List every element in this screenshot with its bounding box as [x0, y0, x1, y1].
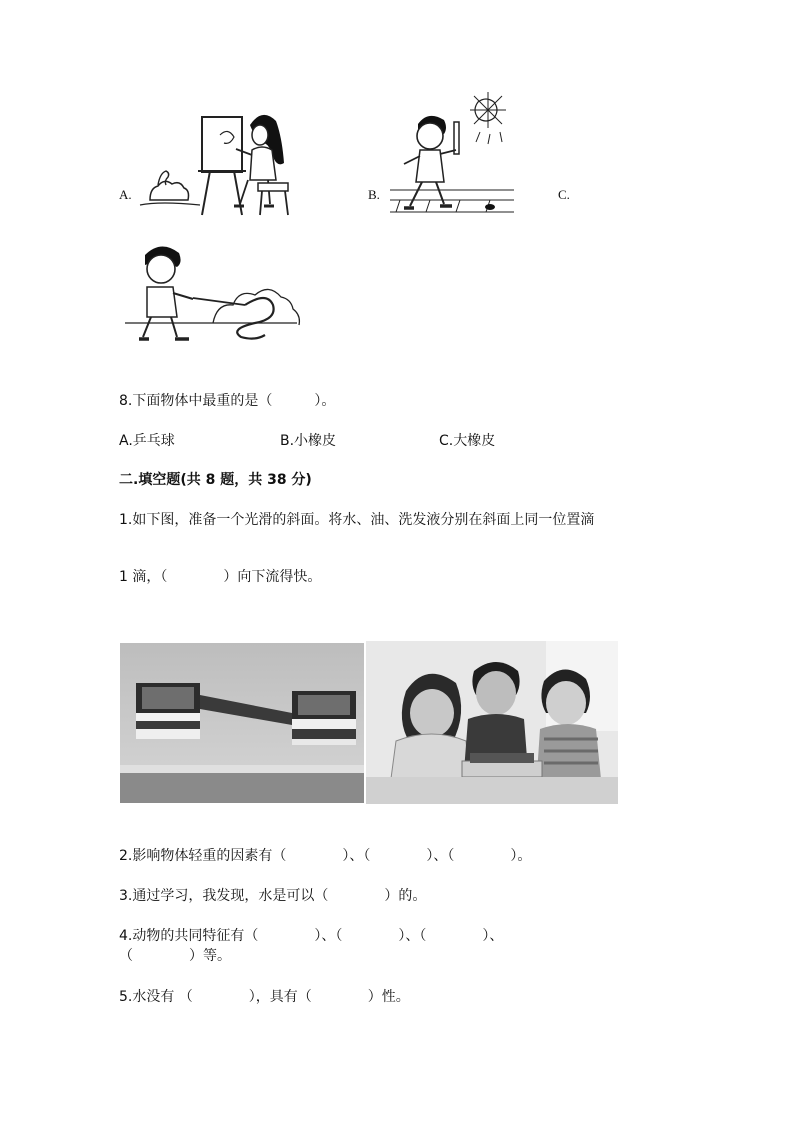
fill-question-1-line-1: 1.如下图，准备一个光滑的斜面。将水、油、洗发液分别在斜面上同一位置滴 [119, 512, 595, 528]
painting-girl-illustration [140, 105, 300, 220]
question-8-option-b: B.小橡皮 [280, 433, 337, 449]
question-8-option-c: C.大橡皮 [439, 433, 496, 449]
fill-question-5: 5.水没有 （ ），具有（ ）性。 [119, 989, 410, 1005]
fill-question-1-line-2: 1 滴，（ ）向下流得快。 [119, 569, 322, 585]
section-2-title: 二.填空题(共 8 题，共 38 分) [119, 472, 312, 488]
fill-question-2: 2.影响物体轻重的因素有（ ）、（ ）、（ ）。 [119, 848, 532, 864]
children-experiment-photo [366, 641, 618, 804]
fill-question-4-line-1: 4.动物的共同特征有（ ）、（ ）、（ ）、 [119, 928, 504, 944]
option-c-label: C. [558, 187, 570, 202]
fill-question-4-line-2: （ ）等。 [119, 948, 231, 964]
option-b-label: B. [368, 187, 380, 202]
boy-poking-snake-illustration [125, 243, 300, 348]
question-8-option-a: A.乒乓球 [119, 433, 175, 449]
question-8-stem: 8.下面物体中最重的是（ ）。 [119, 393, 336, 409]
boy-with-flashlight-illustration [390, 92, 520, 217]
slope-books-photo [120, 643, 364, 803]
fill-question-3: 3.通过学习，我发现，水是可以（ ）的。 [119, 888, 427, 904]
option-a-label: A. [119, 187, 132, 202]
